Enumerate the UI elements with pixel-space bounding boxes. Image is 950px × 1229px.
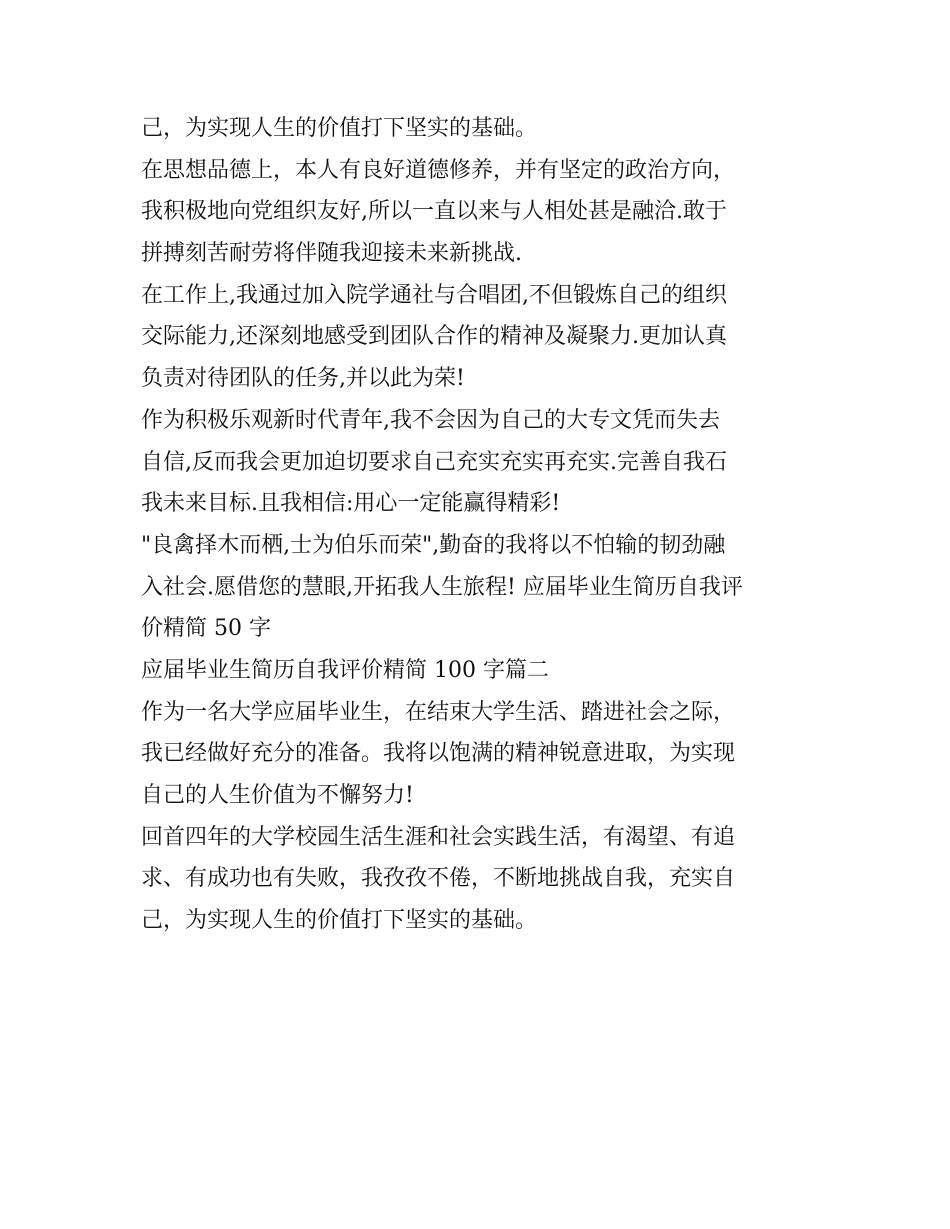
text-line: 在思想品德上，本人有良好道德修养，并有坚定的政治方向， <box>141 157 736 183</box>
section-heading: 应届毕业生简历自我评价精简 100 字篇二 <box>141 657 549 683</box>
text-line: 负责对待团队的任务,并以此为荣! <box>141 366 465 392</box>
text-line: 我未来目标.且我相信:用心一定能赢得精彩! <box>141 491 561 517</box>
document-body <box>141 108 821 942</box>
text-line: 价精简 50 字 <box>141 616 271 642</box>
text-line: 交际能力,还深刻地感受到团队合作的精神及凝聚力.更加认真 <box>141 324 727 350</box>
text-line: 回首四年的大学校园生活生涯和社会实践生活，有渴望、有追 <box>141 824 736 850</box>
text-line: 作为一名大学应届毕业生，在结束大学生活、踏进社会之际， <box>141 699 736 725</box>
text-line: 求、有成功也有失败，我孜孜不倦，不断地挑战自我，充实自 <box>141 866 736 892</box>
text-line: 在工作上,我通过加入院学通社与合唱团,不但锻炼自己的组织 <box>141 282 727 308</box>
text-line: 己，为实现人生的价值打下坚实的基础。 <box>141 116 538 141</box>
text-line: 自己的人生价值为不懈努力! <box>141 783 414 808</box>
text-line: 我已经做好充分的准备。我将以饱满的精神锐意进取，为实现 <box>141 741 736 767</box>
text-line: 拼搏刻苦耐劳将伴随我迎接未来新挑战. <box>141 241 522 267</box>
text-line: 我积极地向党组织友好,所以一直以来与人相处甚是融洽.敢于 <box>141 199 727 225</box>
text-line: 己，为实现人生的价值打下坚实的基础。 <box>141 908 538 934</box>
text-line: 自信,反而我会更加迫切要求自己充实充实再充实.完善自我石 <box>141 449 727 475</box>
text-line: "良禽择木而栖,士为伯乐而荣",勤奋的我将以不怕输的韧劲融 <box>141 532 726 558</box>
text-line: 作为积极乐观新时代青年,我不会因为自己的大专文凭而失去 <box>141 407 720 433</box>
text-line: 入社会.愿借您的慧眼,开拓我人生旅程! 应届毕业生简历自我评 <box>141 574 743 600</box>
